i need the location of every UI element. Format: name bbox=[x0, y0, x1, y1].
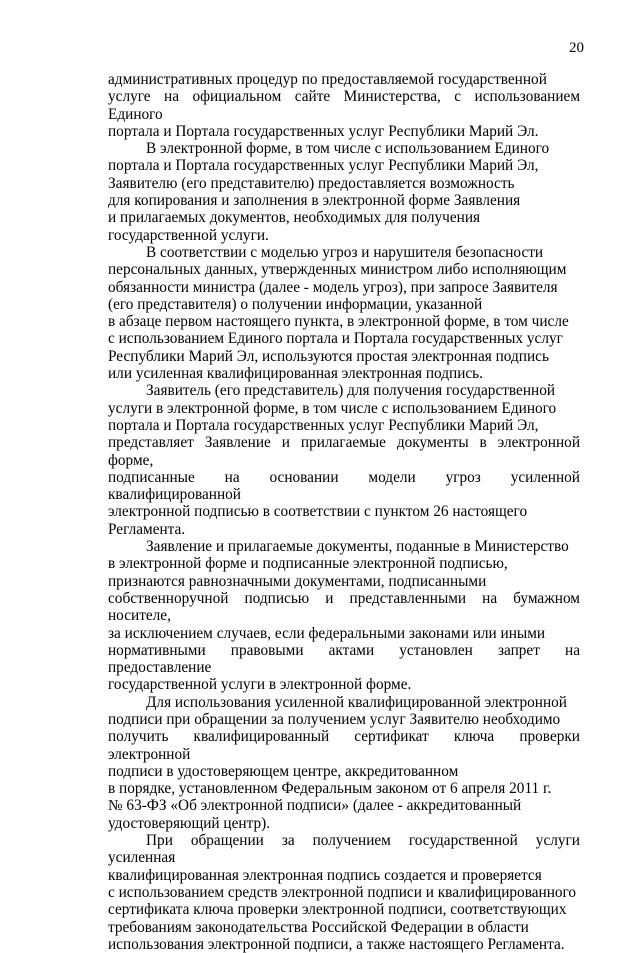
paragraph-signature-verification: При обращении за получением государственной услуги усиленная квалифицированная электронная подпись создается и проверяется с использованием средств электронной подписи и квалифицированного сертификата ключа проверки электронной подписи, соответствующих требованиям законодательства Российской Федерации в области использования электронной подписи, а также настоящего Регламента. bbox=[108, 832, 580, 953]
paragraph-certificate: Для использования усиленной квалифицированной электронной подписи при обращении за получением услуг Заявителю необходимо получить квалифицированный сертификат ключа проверки электронной подписи в удостоверяющем центре, аккредитованном в порядке, установленном Федеральным законом от 6 апреля 2011 г. № 63-ФЗ «Об электронной подписи» (далее - аккредитованный удостоверяющий центр). bbox=[108, 693, 580, 832]
paragraph-continuation: административных процедур по предоставляемой государственной услуге на официальном сайте Министерства, с использованием Единого портала и Портала государственных услуг Республики Марий Эл. bbox=[108, 71, 580, 140]
paragraph-electronic-form: В электронной форме, в том числе с использованием Единого портала и Портала государственных услуг Республики Марий Эл, Заявителю (его представителю) предоставляется возможность для копирования и заполнения в электронной форме Заявления и прилагаемых документов, необходимых для получения государственной услуги. bbox=[108, 140, 550, 244]
document-body bbox=[108, 71, 580, 953]
paragraph-equivalence: Заявление и прилагаемые документы, поданные в Министерство в электронной форме и подписанные электронной подписью, признаются равнозначными документами, подписанными собственноручной подписью и представленными на бумажном носителе, за исключением случаев, если федеральными законами или иными нормативными правовыми актами установлен запрет на предоставление государственной услуги в электронной форме. bbox=[108, 538, 580, 694]
page-number: 20 bbox=[569, 40, 584, 56]
paragraph-applicant-submission: Заявитель (его представитель) для получения государственной услуги в электронной форме, в том числе с использованием Единого портала и Портала государственных услуг Республики Марий Эл, представляет Заявление и прилагаемые документы в электронной форме, подписанные на основании модели угроз усиленной квалифицированной электронной подписью в соответствии с пунктом 26 настоящего Регламента. bbox=[108, 382, 580, 538]
paragraph-threat-model: В соответствии с моделью угроз и нарушителя безопасности персональных данных, утвержденных министром либо исполняющим обязанности министра (далее - модель угроз), при запросе Заявителя (его представителя) о получении информации, указанной в абзаце первом настоящего пункта, в электронной форме, в том числе с использованием Единого портала и Портала государственных услуг Республики Марий Эл, используются простая электронная подпись или усиленная квалифицированная электронная подпись. bbox=[108, 243, 569, 383]
